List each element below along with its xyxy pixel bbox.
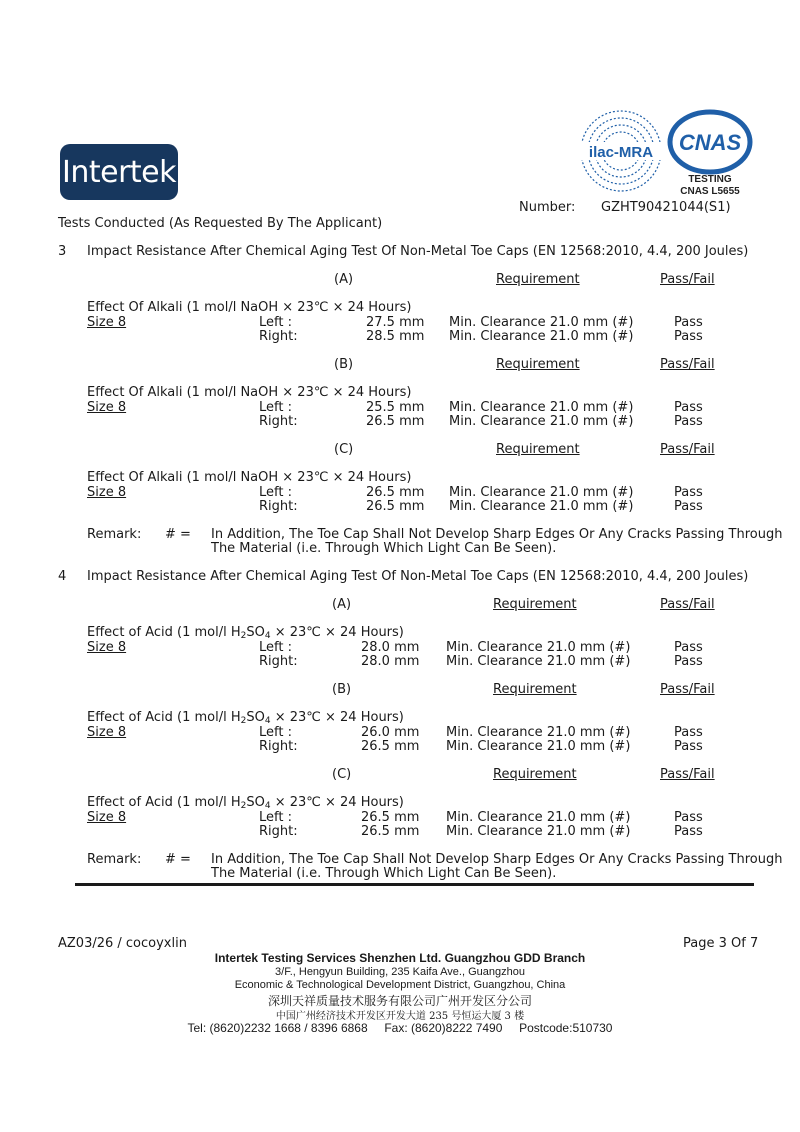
remark-hash: # = — [165, 852, 191, 867]
effect-acid-text: Effect of Acid (1 mol/l $H_2SO_4$ × 23℃ × 24 Hours) — [87, 795, 404, 811]
left-label: Left : — [259, 315, 292, 330]
block-label: (C) — [332, 767, 352, 782]
pass-result: Pass — [674, 329, 703, 344]
requirement-text: Min. Clearance 21.0 mm (#) — [446, 640, 631, 655]
passfail-header: Pass/Fail — [660, 357, 715, 372]
requirement-text: Min. Clearance 21.0 mm (#) — [449, 400, 634, 415]
footer-company: Intertek Testing Services Shenzhen Ltd. Guangzhou GDD Branch — [214, 951, 586, 965]
page-number: Page 3 Of 7 — [683, 936, 759, 951]
passfail-header: Pass/Fail — [660, 767, 715, 782]
left-label: Left : — [259, 485, 292, 500]
requirement-text: Min. Clearance 21.0 mm (#) — [446, 824, 631, 839]
block-label: (A) — [332, 597, 352, 612]
left-label: Left : — [259, 640, 292, 655]
effect-alkali-text: Effect Of Alkali (1 mol/l NaOH × 23℃ × 24 Hours) — [87, 385, 412, 400]
remark-text-line2: The Material (i.e. Through Which Light Can Be Seen). — [211, 866, 557, 881]
requirement-text: Min. Clearance 21.0 mm (#) — [449, 315, 634, 330]
block-label: (C) — [334, 442, 354, 457]
footer-ref: AZ03/26 / cocoyxlin — [58, 936, 187, 951]
left-label: Left : — [259, 725, 292, 740]
left-value: 26.5 mm — [361, 810, 420, 825]
footer-chinese-address: 中国广州经济技术开发区开发大道 235 号恒运大厦 3 楼 — [275, 1011, 525, 1022]
section-divider — [75, 883, 754, 886]
right-label: Right: — [259, 824, 298, 839]
remark-text-line1: In Addition, The Toe Cap Shall Not Develop Sharp Edges Or Any Cracks Passing Through — [211, 527, 783, 542]
effect-acid-text: Effect of Acid (1 mol/l $H_2SO_4$ × 23℃ × 24 Hours) — [87, 710, 404, 726]
requirement-header: Requirement — [496, 272, 580, 287]
size-label: Size 8 — [87, 640, 127, 655]
size-label: Size 8 — [87, 485, 127, 500]
number-label: Number: — [519, 200, 576, 215]
right-label: Right: — [259, 414, 298, 429]
section-4-title: Impact Resistance After Chemical Aging Test Of Non-Metal Toe Caps (EN 12568:2010, 4.4, 200 Joules) — [87, 569, 749, 584]
remark-label: Remark: — [87, 527, 142, 542]
size-label: Size 8 — [87, 725, 127, 740]
requirement-text: Min. Clearance 21.0 mm (#) — [446, 739, 631, 754]
ilac-mra-logo — [578, 108, 664, 194]
effect-alkali-text: Effect Of Alkali (1 mol/l NaOH × 23℃ × 24 Hours) — [87, 470, 412, 485]
cnas-code-text: CNAS L5655 — [680, 186, 740, 197]
left-value: 27.5 mm — [366, 315, 425, 330]
intertek-logo-text: Intertek — [61, 154, 176, 190]
right-value: 26.5 mm — [366, 414, 425, 429]
right-value: 28.5 mm — [366, 329, 425, 344]
pass-result: Pass — [674, 640, 703, 655]
cnas-logo-text: CNAS — [678, 130, 742, 155]
size-label: Size 8 — [87, 810, 127, 825]
right-label: Right: — [259, 739, 298, 754]
left-value: 26.5 mm — [366, 485, 425, 500]
right-label: Right: — [259, 654, 298, 669]
footer-address-1: 3/F., Hengyun Building, 235 Kaifa Ave., Guangzhou — [275, 966, 525, 978]
passfail-header: Pass/Fail — [660, 442, 715, 457]
requirement-text: Min. Clearance 21.0 mm (#) — [449, 414, 634, 429]
pass-result: Pass — [674, 654, 703, 669]
size-label: Size 8 — [87, 315, 127, 330]
left-value: 28.0 mm — [361, 640, 420, 655]
cnas-logo — [666, 108, 754, 198]
requirement-text: Min. Clearance 21.0 mm (#) — [449, 485, 634, 500]
pass-result: Pass — [674, 824, 703, 839]
pass-result: Pass — [674, 725, 703, 740]
section-3-number: 3 — [58, 244, 67, 259]
requirement-text: Min. Clearance 21.0 mm (#) — [449, 329, 634, 344]
requirement-header: Requirement — [496, 357, 580, 372]
number-value: GZHT90421044(S1) — [601, 200, 731, 215]
pass-result: Pass — [674, 414, 703, 429]
passfail-header: Pass/Fail — [660, 597, 715, 612]
pass-result: Pass — [674, 739, 703, 754]
effect-alkali-text: Effect Of Alkali (1 mol/l NaOH × 23℃ × 24 Hours) — [87, 300, 412, 315]
section-3-title: Impact Resistance After Chemical Aging Test Of Non-Metal Toe Caps (EN 12568:2010, 4.4, 200 Joules) — [87, 244, 749, 259]
right-value: 26.5 mm — [361, 824, 420, 839]
requirement-text: Min. Clearance 21.0 mm (#) — [446, 810, 631, 825]
requirement-text: Min. Clearance 21.0 mm (#) — [446, 725, 631, 740]
block-label: (A) — [334, 272, 354, 287]
left-value: 26.0 mm — [361, 725, 420, 740]
cnas-testing-text: TESTING — [688, 174, 732, 185]
pass-result: Pass — [674, 400, 703, 415]
passfail-header: Pass/Fail — [660, 272, 715, 287]
left-label: Left : — [259, 400, 292, 415]
effect-acid-text: Effect of Acid (1 mol/l $H_2SO_4$ × 23℃ × 24 Hours) — [87, 625, 404, 641]
pass-result: Pass — [674, 810, 703, 825]
remark-text-line1: In Addition, The Toe Cap Shall Not Develop Sharp Edges Or Any Cracks Passing Through — [211, 852, 783, 867]
intertek-logo — [60, 144, 178, 200]
remark-label: Remark: — [87, 852, 142, 867]
requirement-text: Min. Clearance 21.0 mm (#) — [446, 654, 631, 669]
block-label: (B) — [332, 682, 352, 697]
ilac-logo-text: ilac-MRA — [588, 144, 654, 161]
footer-address-2: Economic & Technological Development District, Guangzhou, China — [234, 979, 566, 991]
remark-text-line2: The Material (i.e. Through Which Light Can Be Seen). — [211, 541, 557, 556]
footer-chinese-company: 深圳天祥质量技术服务有限公司广州开发区分公司 — [267, 994, 532, 1008]
footer-contact: Tel: (8620)2232 1668 / 8396 6868 Fax: (8620)8222 7490 Postcode:510730 — [187, 1021, 613, 1035]
pass-result: Pass — [674, 315, 703, 330]
section-4-number: 4 — [58, 569, 67, 584]
right-value: 26.5 mm — [361, 739, 420, 754]
right-label: Right: — [259, 329, 298, 344]
tests-conducted-title: Tests Conducted (As Requested By The Applicant) — [58, 216, 383, 231]
passfail-header: Pass/Fail — [660, 682, 715, 697]
left-value: 25.5 mm — [366, 400, 425, 415]
right-label: Right: — [259, 499, 298, 514]
requirement-header: Requirement — [493, 597, 577, 612]
left-label: Left : — [259, 810, 292, 825]
pass-result: Pass — [674, 499, 703, 514]
requirement-header: Requirement — [493, 767, 577, 782]
requirement-text: Min. Clearance 21.0 mm (#) — [449, 499, 634, 514]
block-label: (B) — [334, 357, 354, 372]
remark-hash: # = — [165, 527, 191, 542]
right-value: 26.5 mm — [366, 499, 425, 514]
requirement-header: Requirement — [493, 682, 577, 697]
requirement-header: Requirement — [496, 442, 580, 457]
size-label: Size 8 — [87, 400, 127, 415]
pass-result: Pass — [674, 485, 703, 500]
right-value: 28.0 mm — [361, 654, 420, 669]
